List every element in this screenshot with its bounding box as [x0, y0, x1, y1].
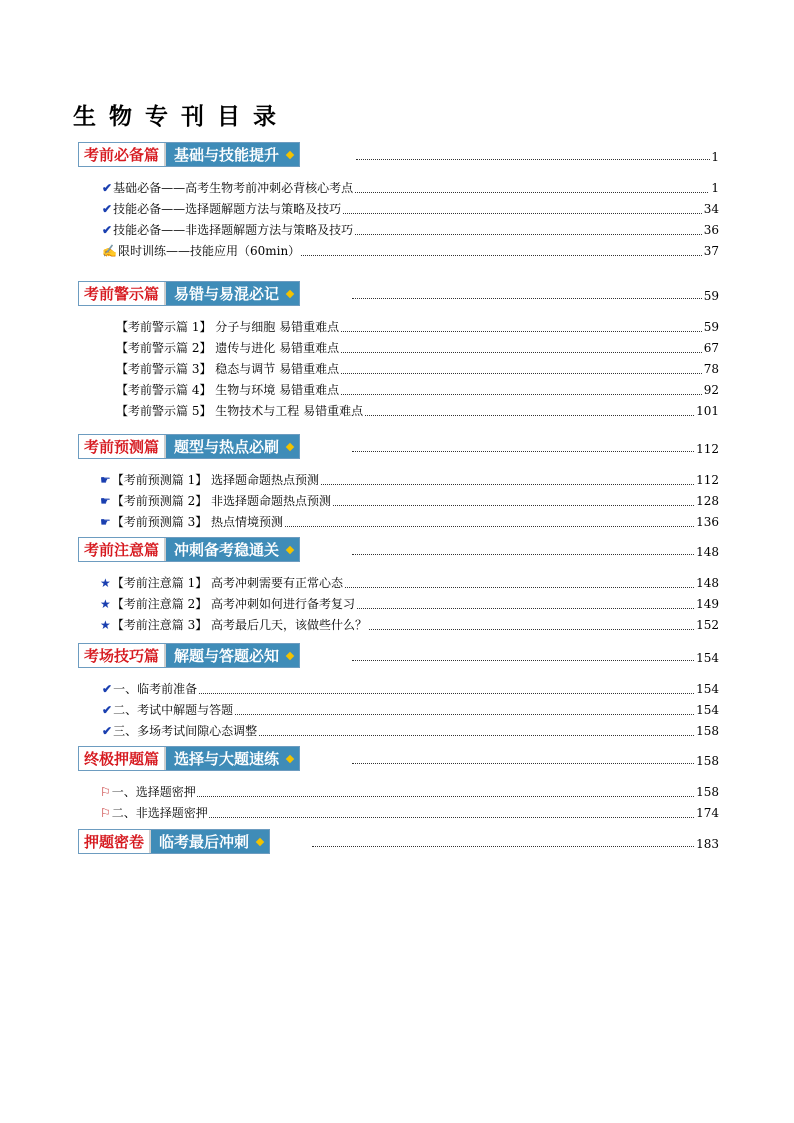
banner-subtitle: [166, 143, 299, 166]
toc-entry-page: 136: [696, 515, 719, 529]
section-header[interactable]: [0, 643, 794, 670]
toc-entry-text: 二、非选择题密押: [111, 806, 208, 820]
toc-entry-title: [100, 597, 356, 611]
dot-leader: [352, 554, 712, 555]
dot-leader: [312, 846, 712, 847]
banner-category: 押题密卷: [79, 830, 151, 853]
toc-entry-text: 【考前警示篇 5】 生物技术与工程 易错重难点: [116, 404, 364, 418]
toc-entry[interactable]: [0, 679, 794, 700]
toc-entry-title: [102, 181, 354, 195]
toc-entry[interactable]: [0, 573, 794, 594]
toc-entry[interactable]: [0, 380, 794, 401]
toc-entry-page: 152: [696, 618, 719, 632]
banner-subtitle-text: 解题与答题必知: [174, 647, 280, 665]
toc-entry[interactable]: [0, 594, 794, 615]
toc-entry-page: 158: [696, 785, 719, 799]
toc-entry-page: 92: [703, 383, 719, 397]
toc-entry-title: [100, 515, 284, 529]
toc-entry-title: [100, 473, 320, 487]
toc-section: [0, 746, 794, 820]
toc-entry[interactable]: [0, 491, 794, 512]
toc-entry-title: [100, 576, 344, 590]
toc-entry-text: 一、临考前准备: [113, 682, 198, 696]
dot-leader: [352, 451, 712, 452]
toc-entry-text: 技能必备——选择题解题方法与策略及技巧: [113, 202, 342, 216]
toc-entry-page: 59: [703, 320, 719, 334]
dot-leader: [356, 159, 712, 160]
banner-category: 考场技巧篇: [79, 644, 166, 667]
toc-entry-page: 158: [696, 724, 719, 738]
toc-entry-text: 【考前注意篇 2】 高考冲刺如何进行备考复习: [111, 597, 356, 611]
section-page-number: 1: [711, 150, 719, 164]
section-header[interactable]: [0, 281, 794, 308]
toc-entry-page: 34: [703, 202, 719, 216]
toc-entry[interactable]: [0, 721, 794, 742]
section-page-number: 148: [696, 545, 719, 559]
toc-entry-text: 【考前注意篇 1】 高考冲刺需要有正常心态: [111, 576, 344, 590]
toc-entry-title: [100, 618, 368, 632]
section-banner: [78, 281, 300, 306]
dot-leader: [122, 693, 708, 694]
toc-entry-page: 1: [711, 181, 719, 195]
section-banner: [78, 434, 300, 459]
toc-section: [0, 142, 794, 258]
section-header[interactable]: [0, 142, 794, 169]
section-page-number: 59: [703, 289, 719, 303]
toc-entry-text: 【考前预测篇 3】 热点情境预测: [111, 515, 284, 529]
dot-leader: [120, 796, 708, 797]
toc-entry[interactable]: [0, 512, 794, 533]
toc-entry-page: 128: [696, 494, 719, 508]
banner-subtitle: [166, 435, 299, 458]
toc-entry-page: 174: [696, 806, 719, 820]
toc-entry-title: [116, 404, 364, 418]
dot-leader: [352, 763, 712, 764]
toc-entry-page: 149: [696, 597, 719, 611]
banner-subtitle-text: 易错与易混必记: [174, 285, 280, 303]
checkmark-icon: ✔: [102, 202, 113, 216]
toc-section: [0, 537, 794, 632]
toc-entry[interactable]: [0, 220, 794, 241]
toc-entry-title: [116, 341, 340, 355]
section-header[interactable]: [0, 829, 794, 856]
banner-subtitle: [151, 830, 269, 853]
star-icon: ★: [100, 618, 111, 632]
section-page-number: 158: [696, 754, 719, 768]
toc-entry[interactable]: [0, 178, 794, 199]
toc-entry-page: 67: [703, 341, 719, 355]
toc-entry-title: [102, 703, 234, 717]
pencil-icon: ✍: [102, 244, 117, 258]
section-banner: [78, 746, 300, 771]
toc-entry[interactable]: [0, 359, 794, 380]
diamond-icon: [286, 754, 294, 762]
toc-entry-text: 一、选择题密押: [111, 785, 196, 799]
section-banner: [78, 142, 300, 167]
toc-entry-text: 【考前预测篇 2】 非选择题命题热点预测: [111, 494, 332, 508]
pointing-hand-icon: ☛: [100, 494, 111, 508]
checkmark-icon: ✔: [102, 724, 113, 738]
toc-entry[interactable]: [0, 700, 794, 721]
checkmark-icon: ✔: [102, 181, 113, 195]
toc-section: [0, 281, 794, 418]
toc-entry[interactable]: [0, 782, 794, 803]
star-icon: ★: [100, 576, 111, 590]
toc-entry-page: 36: [703, 223, 719, 237]
toc-entry[interactable]: [0, 317, 794, 338]
toc-entry-text: 【考前注意篇 3】 高考最后几天，该做些什么？: [111, 618, 368, 632]
toc-entry-title: [100, 806, 209, 820]
toc-entry-title: [116, 362, 340, 376]
section-header[interactable]: [0, 434, 794, 461]
checkmark-icon: ✔: [102, 703, 113, 717]
toc-entry[interactable]: [0, 338, 794, 359]
toc-entry[interactable]: [0, 199, 794, 220]
banner-subtitle: [166, 538, 299, 561]
pointing-hand-icon: ☛: [100, 515, 111, 529]
toc-entry-text: 【考前警示篇 2】 遗传与进化 易错重难点: [116, 341, 340, 355]
diamond-icon: [286, 651, 294, 659]
banner-subtitle: [166, 747, 299, 770]
toc-entry[interactable]: [0, 241, 794, 262]
toc-entry[interactable]: [0, 615, 794, 636]
banner-category: 终极押题篇: [79, 747, 166, 770]
toc-entry-title: [102, 724, 258, 738]
page-title: 生物专刊目录: [73, 104, 289, 130]
toc-entry-title: [100, 494, 332, 508]
toc-entry-text: 二、考试中解题与答题: [113, 703, 234, 717]
banner-category: 考前注意篇: [79, 538, 166, 561]
toc-entry-text: 【考前警示篇 4】 生物与环境 易错重难点: [116, 383, 340, 397]
diamond-icon: [286, 289, 294, 297]
toc-entry-title: [116, 320, 340, 334]
diamond-icon: [286, 442, 294, 450]
toc-entry-title: [102, 223, 354, 237]
toc-entry-text: 基础必备——高考生物考前冲刺必背核心考点: [113, 181, 354, 195]
banner-subtitle-text: 临考最后冲刺: [159, 833, 250, 851]
toc-entry-page: 37: [703, 244, 719, 258]
flag-icon: ⚐: [100, 785, 111, 799]
toc-entry-title: [116, 383, 340, 397]
section-header[interactable]: [0, 746, 794, 773]
toc-entry-title: [100, 785, 197, 799]
toc-entry-text: 三、多场考试间隙心态调整: [113, 724, 258, 738]
banner-subtitle-text: 冲刺备考稳通关: [174, 541, 280, 559]
diamond-icon: [256, 837, 264, 845]
toc-entry-text: 限时训练——技能应用（60min）: [117, 244, 301, 258]
dot-leader: [352, 298, 712, 299]
diamond-icon: [286, 150, 294, 158]
banner-category: 考前警示篇: [79, 282, 166, 305]
toc-entry-page: 154: [696, 682, 719, 696]
banner-subtitle: [166, 644, 299, 667]
toc-entry-page: 148: [696, 576, 719, 590]
section-banner: [78, 643, 300, 668]
toc-entry-title: [102, 682, 198, 696]
toc-entry[interactable]: [0, 401, 794, 422]
toc-entry-text: 【考前预测篇 1】 选择题命题热点预测: [111, 473, 320, 487]
banner-subtitle: [166, 282, 299, 305]
star-icon: ★: [100, 597, 111, 611]
banner-subtitle-text: 基础与技能提升: [174, 146, 280, 164]
toc-section: [0, 643, 794, 738]
toc-entry-text: 【考前警示篇 3】 稳态与调节 易错重难点: [116, 362, 340, 376]
section-page-number: 183: [696, 837, 719, 851]
section-page-number: 112: [696, 442, 719, 456]
diamond-icon: [286, 545, 294, 553]
toc-entry[interactable]: [0, 803, 794, 824]
toc-entry-title: [102, 202, 342, 216]
toc-entry[interactable]: [0, 470, 794, 491]
dot-leader: [352, 660, 712, 661]
pointing-hand-icon: ☛: [100, 473, 111, 487]
banner-category: 考前预测篇: [79, 435, 166, 458]
toc-entry-text: 技能必备——非选择题解题方法与策略及技巧: [113, 223, 354, 237]
toc-entry-title: [102, 244, 301, 258]
toc-entry-page: 112: [696, 473, 719, 487]
flag-icon: ⚐: [100, 806, 111, 820]
section-page-number: 154: [696, 651, 719, 665]
toc-entry-page: 101: [696, 404, 719, 418]
toc-entry-page: 154: [696, 703, 719, 717]
banner-subtitle-text: 题型与热点必刷: [174, 438, 280, 456]
checkmark-icon: ✔: [102, 682, 113, 696]
section-header[interactable]: [0, 537, 794, 564]
toc-section: [0, 829, 794, 856]
section-banner: [78, 537, 300, 562]
toc-entry-text: 【考前警示篇 1】 分子与细胞 易错重难点: [116, 320, 340, 334]
toc-section: [0, 434, 794, 529]
section-banner: [78, 829, 270, 854]
checkmark-icon: ✔: [102, 223, 113, 237]
toc-entry-page: 78: [703, 362, 719, 376]
banner-category: 考前必备篇: [79, 143, 166, 166]
banner-subtitle-text: 选择与大题速练: [174, 750, 280, 768]
